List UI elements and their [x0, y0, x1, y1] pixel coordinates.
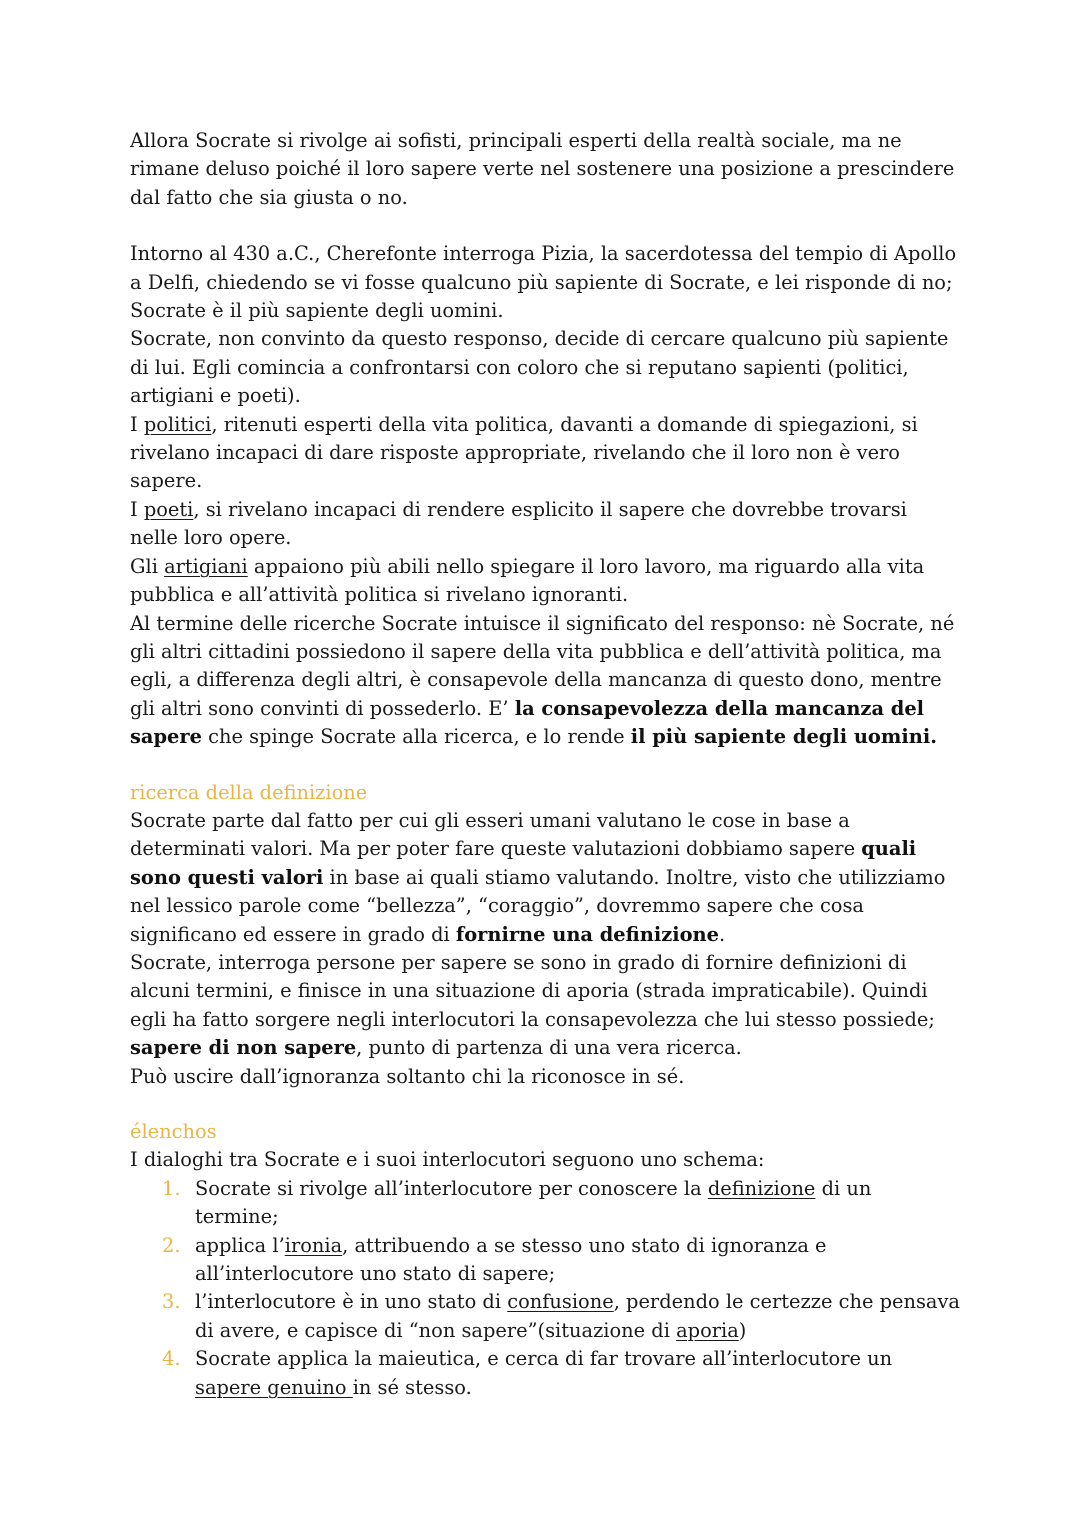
paragraph-artigiani: Gli artigiani appaiono più abili nello spiegare il loro lavoro, ma riguardo alla vita pubblica e all’attività politica si rivelano ignoranti.: [130, 554, 925, 607]
bold-phrase: la consapevolezza della mancanza del sapere: [130, 696, 925, 749]
spacer: [130, 752, 960, 779]
bold-phrase: il più sapiente degli uomini.: [630, 725, 937, 749]
paragraph-valori: Socrate parte dal fatto per cui gli esseri umani valutano le cose in base a determinati valori. Ma per poter fare queste valutazioni dobbiamo sapere quali sono questi valori in base ai quali stiamo valutando. Inoltre, visto che utilizziamo nel lessico parole come “bellezza”, “coraggio”, dovremmo sapere che cosa significano ed essere in grado di fornirne una definizione.: [130, 808, 946, 946]
paragraph-aporia: Socrate, interroga persone per sapere se sono in grado di fornire definizioni di alcuni termini, e finisce in una situazione di aporia (strada impraticabile). Quindi egli ha fatto sorgere negli interlocutori la consapevolezza che lui stesso possiede; sapere di non sapere, punto di partenza di una vera ricerca.: [130, 950, 935, 1060]
underlined-term-poeti: poeti: [143, 497, 194, 521]
paragraph-ignoranza: Può uscire dall’ignoranza soltanto chi la riconosce in sé.: [130, 1064, 685, 1088]
list-item: 4. Socrate applica la maieutica, e cerca di far trovare all’interlocutore un sapere genuino in sé stesso.: [162, 1347, 893, 1399]
paragraph-oracolo-responso: Socrate è il più sapiente degli uomini.: [130, 299, 504, 323]
list-item: 1. Socrate si rivolge all’interlocutore per conoscere la definizione di un termine;: [162, 1176, 872, 1229]
bold-phrase: quali sono questi valori: [130, 837, 917, 889]
list-number: 3.: [162, 1290, 181, 1314]
underlined-term: ironia: [284, 1233, 343, 1257]
section-heading-elenchos: élenchos: [130, 1120, 217, 1143]
underlined-term-politici: politici: [143, 412, 212, 436]
document-page: [130, 127, 960, 1402]
paragraph-politici: I politici, ritenuti esperti della vita politica, davanti a domande di spiegazioni, si rivelano incapaci di dare risposte appropriate, rivelando che il loro non è vero sapere.: [130, 412, 918, 493]
list-item: 3. l’interlocutore è in uno stato di confusione, perdendo le certezze che pensava di avere, e capisce di “non sapere”(situazione di aporia): [162, 1290, 960, 1342]
underlined-term: confusione: [507, 1290, 614, 1314]
list-number: 2.: [162, 1233, 181, 1257]
list-number: 1.: [162, 1176, 181, 1200]
numbered-list: [130, 1175, 960, 1402]
paragraph-oracolo: Intorno al 430 a.C., Cherefonte interroga Pizia, la sacerdotessa del tempio di Apollo a Delfi, chiedendo se vi fosse qualcuno più sapiente di Socrate, e lei risponde di no;: [130, 242, 957, 294]
bold-phrase: fornirne una definizione: [455, 922, 719, 946]
section-heading-ricerca-definizione: ricerca della definizione: [130, 780, 368, 804]
paragraph-poeti: I poeti, si rivelano incapaci di rendere esplicito il sapere che dovrebbe trovarsi nelle loro opere.: [130, 497, 907, 550]
paragraph-ricerca-sapienti: Socrate, non convinto da questo responso, decide di cercare qualcuno più sapiente di lui. Egli comincia a confrontarsi con coloro che si reputano sapienti (politici, artigiani e poeti).: [130, 327, 949, 408]
spacer: [130, 1091, 960, 1118]
paragraph-sofisti: Allora Socrate si rivolge ai sofisti, principali esperti della realtà sociale, ma ne rimane deluso poiché il loro sapere verte nel sostenere una posizione a prescindere dal fatto che sia giusta o no.: [130, 129, 955, 209]
paragraph-conclusione: Al termine delle ricerche Socrate intuisce il significato del responso: nè Socrate, né gli altri cittadini possiedono il sapere della vita pubblica e dell’attività politica, ma egli, a differenza degli altri, è consapevole della mancanza di questo dono, mentre gli altri sono convinti di possederlo. E’ la consapevolezza della mancanza del sapere che spinge Socrate alla ricerca, e lo rende il più sapiente degli uomini.: [130, 611, 955, 749]
paragraph-schema-intro: I dialoghi tra Socrate e i suoi interlocutori seguono uno schema:: [130, 1148, 765, 1172]
underlined-term: definizione: [707, 1176, 816, 1200]
underlined-term-artigiani: artigiani: [164, 554, 248, 578]
bold-phrase: sapere di non sapere: [130, 1036, 357, 1060]
underlined-term: sapere genuino: [195, 1375, 353, 1399]
list-number: 4.: [162, 1347, 181, 1371]
underlined-term: aporia: [676, 1318, 739, 1342]
list-item: 2. applica l’ironia, attribuendo a se stesso uno stato di ignoranza e all’interlocutore uno stato di sapere;: [162, 1233, 827, 1286]
spacer: [130, 212, 960, 240]
